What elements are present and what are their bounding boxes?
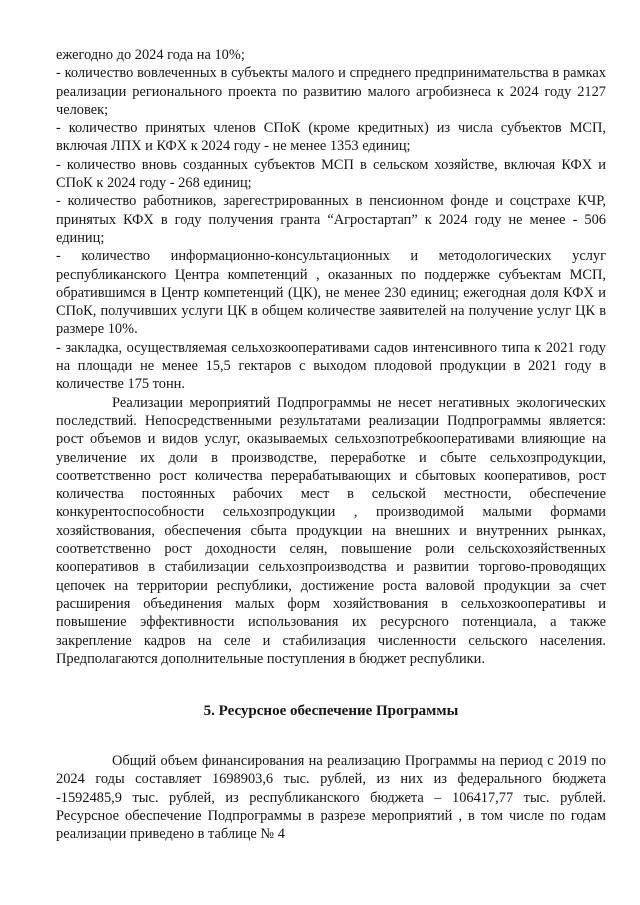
bullet-spok-members: - количество принятых членов СПоК (кроме кредитных) из числа субъектов МСП, включая ЛПХ и КФХ к 2024 году - не менее 1353 единиц; [56,120,606,155]
section-heading: 5. Ресурсное обеспечение Программы [203,703,459,720]
spacer [56,668,606,702]
bullet-continuation: ежегодно до 2024 года на 10%; [56,47,245,63]
bullet-involved-smes: - количество вовлеченных в субъекты малого и спреднего предпринимательства в рамках реализации регионального проекта по развитию малого агробизнеса к 2024 году 2127 человек; [56,65,606,118]
bullet-consulting-services: - количество информационно-консультационных и методологических услуг республиканского Центра компетенций , оказанных по поддержке субъектам МСП, обратившимся в Центр компетенций (ЦК), не менее 230 единиц; ежегодная доля КФХ и СПоК, получивших услуги ЦК в общем количестве заявителей на получение услуг ЦК в размере 10%. [56,248,606,338]
spacer [56,720,606,752]
bullet-orchards: - закладка, осуществляемая сельхозкооперативами садов интенсивного типа к 2021 году на площади не менее 15,5 гектаров с выходом плодовой продукции в 2021 году в количестве 175 тонн. [56,339,606,393]
bullet-new-msp: - количество вновь созданных субъектов МСП в сельском хозяйстве, включая КФХ и СПоК к 2024 году - 268 единиц; [56,156,606,192]
bullet-employees: - количество работников, зарегестрированных в пенсионном фонде и соцстрахе КЧР, принятых КФХ в году получения гранта “Агростартап” к 2024 году не менее - 506 единиц; [56,193,606,246]
funding-paragraph: Общий объем финансирования на реализацию Программы на период с 2019 по 2024 годы составляет 1698903,6 тыс. рублей, из них из федерального бюджета -1592485,9 тыс. рублей, из республиканского бюджета – 106417,77 тыс. рублей. Ресурсное обеспечение Подпрограммы в разрезе мероприятий , в том числе по годам реализации приведено в таблице № 4 [56,753,606,843]
document-page [56,46,606,844]
results-paragraph: Реализации мероприятий Подпрограммы не несет негативных экологических последствий. Непосредственными результатами реализации Подпрограммы является: рост объемов и видов услуг, оказываемых сельхозпотребкооперативами влияющие на увеличение их доли в производстве, переработке и сбыте сельхозпродукции, соответственно рост количества перерабатывающих и сбытовых кооперативов, рост количества постоянных рабочих мест в сельской местности, обеспечение конкурентоспособности сельхозпродукции , производимой малыми формами хозяйствования, обеспечения сбыта продукции на внешних и внутренних рынках, соответственно рост доходности селян, повышение роли сельскохозяйственных кооперативов в стабилизации сельхозпроизводства и развитии торгово-проводящих цепочек на территории республики, достижение роста валовой продукции за счет расширения объединения малых форм хозяйствования в сельхозкооперативы и повышение эффективности использования их ресурсного потенциала, а также закрепление кадров на селе и стабилизация численности сельского населения. Предполагаются дополнительные поступления в бюджет республики. [56,394,606,667]
